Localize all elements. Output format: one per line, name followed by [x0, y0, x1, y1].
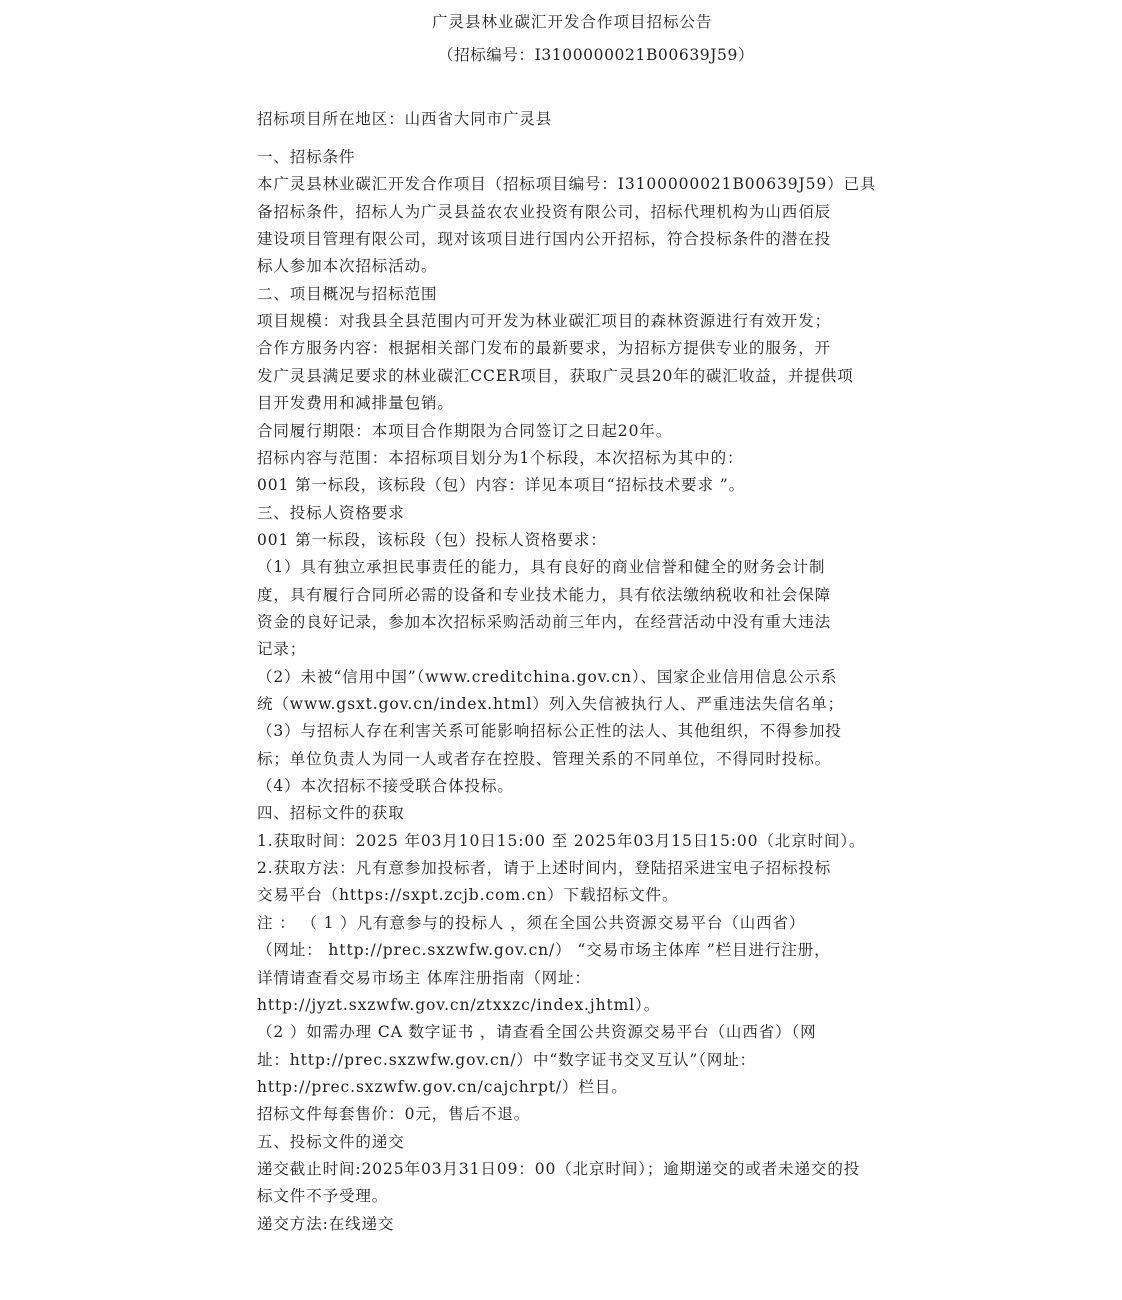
tender-number: （招标编号：I3100000021B00639J59）: [438, 46, 755, 64]
section-heading: 五、投标文件的递交: [257, 1132, 405, 1151]
text-line: http://prec.sxzwfw.gov.cn/cajchrpt/）栏目。: [257, 1077, 628, 1096]
text-line: 统（www.gsxt.gov.cn/index.html）列入失信被执行人、严重违法失信名单；: [257, 695, 845, 713]
text-line: 建设项目管理有限公司，现对该项目进行国内公开招标，符合投标条件的潜在投: [257, 230, 832, 249]
text-line: （4）本次招标不接受联合体投标。: [257, 777, 514, 796]
text-line: 合同履行期限：本项目合作期限为合同签订之日起20年。: [257, 421, 673, 440]
text-line: 001 第一标段，该标段（包）投标人资格要求：: [257, 530, 607, 549]
text-line: 目开发费用和减排量包销。: [257, 394, 454, 413]
text-line: 001 第一标段，该标段（包）内容：详见本项目“招标技术要求 ”。: [257, 476, 745, 495]
text-line: 度，具有履行合同所必需的设备和专业技术能力，具有依法缴纳税收和社会保障: [257, 585, 832, 604]
text-line: （2）未被“信用中国”（www.creditchina.gov.cn）、国家企业信用信息公示系: [257, 667, 838, 686]
text-line: （3）与招标人存在利害关系可能影响招标公正性的法人、其他组织，不得参加投: [257, 722, 842, 741]
text-line: 址：http://prec.sxzwfw.gov.cn/）中“数字证书交叉互认”（网址：: [257, 1050, 757, 1069]
text-line: 递交方法:在线递交: [257, 1214, 395, 1233]
text-line: （2 ）如需办理 CA 数字证书 ，请查看全国公共资源交易平台（山西省）（网: [257, 1023, 817, 1042]
text-line: 记录；: [257, 640, 307, 659]
text-line: 发广灵县满足要求的林业碳汇CCER项目，获取广灵县20年的碳汇收益，并提供项: [257, 366, 854, 385]
text-line: 招标文件每套售价：0元，售后不退。: [257, 1105, 531, 1124]
section-heading: 二、项目概况与招标范围: [257, 284, 438, 303]
text-line: 标；单位负责人为同一人或者存在控股、管理关系的不同单位，不得同时投标。: [257, 749, 832, 768]
text-line: http://jyzt.sxzwfw.gov.cn/ztxxzc/index.jhtml）。: [257, 995, 661, 1014]
text-line: 招标内容与范围：本招标项目划分为1个标段，本次招标为其中的：: [257, 448, 744, 467]
text-line: 标人参加本次招标活动。: [257, 257, 438, 276]
text-line: （1）具有独立承担民事责任的能力，具有良好的商业信誉和健全的财务会计制: [257, 558, 826, 577]
text-line: 备招标条件，招标人为广灵县益农农业投资有限公司，招标代理机构为山西佰辰: [257, 202, 832, 221]
text-line: 本广灵县林业碳汇开发合作项目（招标项目编号：I3100000021B00639J59）已具: [257, 175, 877, 194]
text-line: 1.获取时间：2025 年03月10日15:00 至 2025年03月15日15:00（北京时间）。: [257, 831, 866, 850]
section-heading: 四、招标文件的获取: [257, 804, 405, 823]
text-line: 递交截止时间:2025年03月31日09：00（北京时间）；逾期递交的或者未递交的投: [257, 1159, 861, 1178]
section-heading: 一、招标条件: [257, 148, 356, 166]
text-line: 2.获取方法：凡有意参加投标者，请于上述时间内，登陆招采进宝电子招标投标: [257, 859, 832, 878]
section-heading: 三、投标人资格要求: [257, 503, 405, 522]
text-line: 合作方服务内容：根据相关部门发布的最新要求，为招标方提供专业的服务，开: [257, 339, 832, 358]
text-line: 项目规模：对我县全县范围内可开发为林业碳汇项目的森林资源进行有效开发；: [257, 312, 832, 331]
text-line: （网址： http://prec.sxzwfw.gov.cn/） “交易市场主体库 ”栏目进行注册，: [257, 941, 831, 960]
text-line: 资金的良好记录，参加本次招标采购活动前三年内，在经营活动中没有重大违法: [257, 612, 832, 631]
text-line: 标文件不予受理。: [257, 1187, 389, 1206]
text-line: 交易平台（https://sxpt.zcjb.com.cn）下载招标文件。: [257, 886, 679, 905]
text-line: 注 ： （ 1 ）凡有意参与的投标人 ，须在全国公共资源交易平台（山西省）: [257, 913, 806, 932]
document-title: 广灵县林业碳汇开发合作项目招标公告: [432, 13, 713, 31]
project-region: 招标项目所在地区：山西省大同市广灵县: [257, 110, 553, 128]
text-line: 详情请查看交易市场主 体库注册指南（网址：: [257, 968, 591, 987]
